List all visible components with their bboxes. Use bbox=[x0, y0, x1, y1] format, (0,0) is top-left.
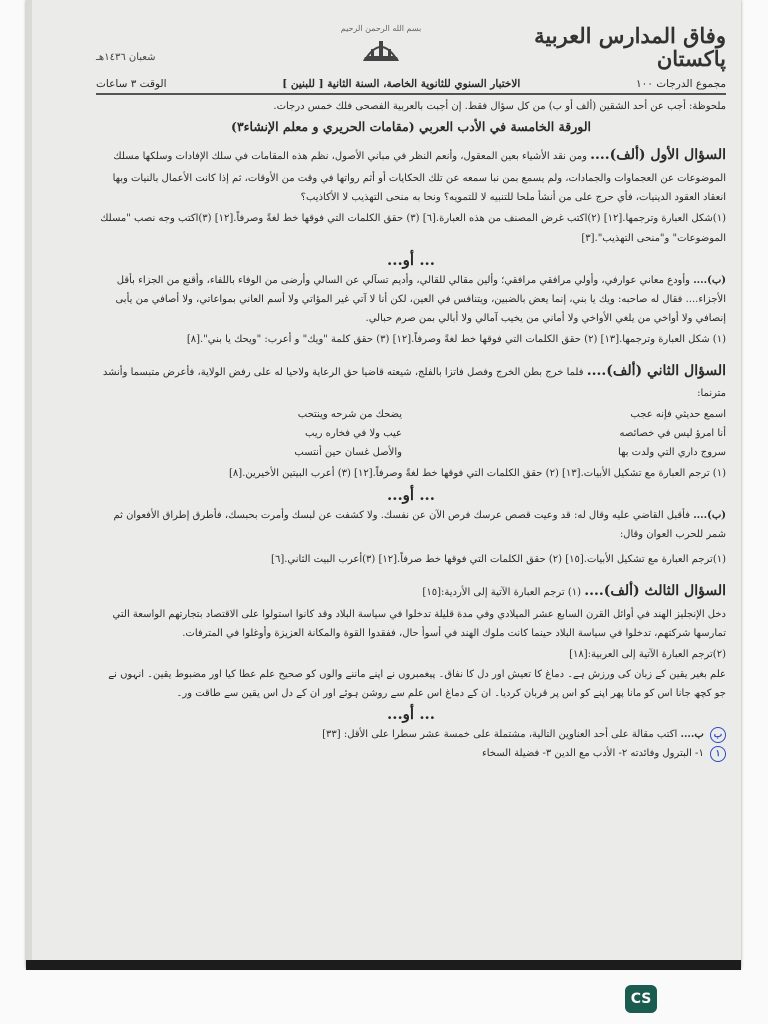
header-date: شعبان ١٤٣٦هـ bbox=[96, 52, 156, 63]
question-3-text: دخل الإنجليز الهند في أوائل القرن السابع عشر الميلادي وفي مدة قليلة تدخلوا في سياسة البلاد وقد كانوا استولوا على الاقتصاد بتجارتهم الواسعة التي تمارسها شركتهم، تدخلوا في سياسة البلاد حينما كانت ملوك الهند في أسوأ حال، ففقدوا القوة والمكانة العزيزة وأوغلوا في المترفات. bbox=[112, 608, 726, 639]
question-3 bbox=[96, 578, 726, 605]
question-1-text: ومن نقد الأشياء بعين المعقول، وأنعم النظر في مباني الأصول، نظم هذه المقامات في سلك الإفادات وسلكها مسلك الموضوعات عن العجماوات والجمادات، ولم يسمع بمن نبا سمعه عن تلك الحكايات أو أثم رواتها في وقت من الأوقات، ثم إذا كانت الأعمال بالنيات وبها انعقاد العقود الدينيات، فأي حرج على من أنشأ ملحا للتنبيه لا للتمويه؟ ونحا به منحى التهذيب لا الأكاذيب؟ bbox=[112, 151, 726, 203]
circled-mark-icon: ب bbox=[710, 727, 726, 743]
question-3-task2: (٢)ترجم العبارة الآتية إلى العربية:[١٨] bbox=[569, 648, 726, 660]
question-1 bbox=[96, 142, 726, 207]
verse: والأصل غسان حين أنتسب bbox=[294, 447, 402, 459]
exam-info-row bbox=[96, 78, 726, 95]
exam-content bbox=[96, 24, 726, 763]
question-3b-label: ب.... bbox=[680, 728, 704, 740]
question-2-or: ... أو... bbox=[387, 486, 435, 505]
paper-edge bbox=[26, 0, 32, 968]
question-2b-text: فأقبل القاضي عليه وقال له: قد وعيت قصص عرسك فرص الآن عن نفسك. ولا كشفت عن لبسك وأمرت بحبسك، فأطرق إطراق الأفعوان ثم شمر للحرب العوان وقال: bbox=[113, 510, 726, 541]
org-name: وفاق المدارس العربية پاکستان bbox=[534, 23, 726, 72]
question-2b bbox=[96, 506, 726, 544]
question-1b-label: (ب).... bbox=[693, 274, 726, 286]
verse: اسمع حديثي فإنه عجب bbox=[630, 409, 726, 421]
question-1b bbox=[96, 271, 726, 328]
circled-mark-icon: ١ bbox=[710, 746, 726, 762]
question-2b-tasks: (١)ترجم العبارة مع تشكيل الأبيات.[١٥] (٢) حقق الكلمات التي فوقها خط صرفاً.[١٢] (٣)أعرب البيت الثاني.[٦] bbox=[271, 554, 726, 566]
question-3b-text: اكتب مقالة على أحد العناوين التالية، مشتملة على خمسة عشر سطرا على الأقل: [٣٣] bbox=[322, 728, 678, 740]
question-2-text: فلما خرج بطن الخرج وفصل فاتزا بالفلج، شيعته قاضيا حق الرعاية ولاحيا له على رفض الولاية، فأعرض متبسما وأنشد مترنما: bbox=[102, 366, 726, 400]
emblem-icon bbox=[321, 35, 441, 69]
exam-note: ملحوظة: أجب عن أحد الشقين (ألف أو ب) من كل سؤال فقط. إن أجبت بالعربية الفصحى فلك خمس درجات. bbox=[273, 101, 726, 112]
paper-title: الورقة الخامسة في الأدب العربي (مقامات الحريري و معلم الإنشاء٣) bbox=[231, 119, 591, 134]
ornate-basmala: بسم الله الرحمن الرحيم bbox=[340, 24, 422, 33]
question-3-or: ... أو... bbox=[387, 704, 435, 723]
question-3-title: السؤال الثالث (ألف).... bbox=[584, 583, 726, 600]
scan-bottom-strip bbox=[26, 960, 741, 970]
header-center bbox=[321, 24, 441, 69]
verse: يضحك من شرحه وينتحب bbox=[297, 409, 402, 421]
question-2b-label: (ب).... bbox=[693, 510, 726, 522]
camscanner-logo: CS bbox=[625, 985, 657, 1013]
question-1-tasks: (١)شكل العبارة وترجمها.[١٢] (٢)اكتب غرض المصنف من هذه العبارة.[٦] (٣) حقق الكلمات التي فوقها خط لغةً وصرفاً.[١٢] (٣)اكتب وجه نصب "مسلك الموضوعات" و"منحى التهذيب".[٣] bbox=[100, 212, 726, 244]
question-1-or: ... أو... bbox=[387, 250, 435, 269]
verse: سروج داري التي ولدت بها bbox=[618, 447, 726, 459]
question-1b-text: وأودع معاني عوارفي، وأولي مرافقي مرافقي؛ وألين مقالي للقالي، وأديم تسآلي عن السالي وأرضى من الوفاء باللفاء، وأقنع من الجزاء بأقل الأجزاء.... فقال له صاحبه: ويك يا بني، إنما يعض بالضبين، ويتنافس في العين، لكن أنا لا آتي غير المؤاتي ولا أسم العاني بمواعاتي، ولا أصافي من يأبى إنصافي ولا أواخي من يلغي الأواخي ولا أماني من يخيب آمالي ولا أبالي بمن صرم حبالي. bbox=[115, 274, 726, 324]
question-1-title: السؤال الأول (ألف).... bbox=[590, 147, 726, 163]
question-2-verses bbox=[96, 405, 726, 462]
verse: أنا امرؤ ليس في خصائصه bbox=[619, 428, 726, 440]
question-3-urdu: علم بغیر یقین کے زبان کی ورزش ہے۔ دماغ کا تعیش اور دل کا نفاق۔ پیغمبروں نے اپنے ماننے والوں کو صحیح علم عطا کیا اور مضبوط یقین۔ انہوں نے جو کچھ جانا اس کو مانا پھر اپنے کو اس پر قربان کردیا۔ ان کے دماغ اس علم سے روشن ہوئے اور ان کے دل اس یقین سے طاقت ور۔ bbox=[108, 668, 726, 699]
exam-time: الوقت ٣ ساعات bbox=[96, 78, 167, 90]
question-2 bbox=[96, 358, 726, 404]
question-2-tasks: (١) ترجم العبارة مع تشكيل الأبيات.[١٣] (٢) حقق الكلمات التي فوقها خط لغةً وصرفاً.[١٢] (٣) أعرب البيتين الأخيرين.[٨] bbox=[229, 468, 726, 480]
verse: عيب ولا في فخاره ريب bbox=[305, 428, 402, 440]
exam-paper-sheet bbox=[26, 0, 741, 968]
header-row bbox=[96, 24, 726, 76]
question-2-title: السؤال الثاني (ألف).... bbox=[586, 362, 726, 379]
total-marks: مجموع الدرجات ١٠٠ bbox=[635, 78, 726, 90]
question-3-task1: (١) ترجم العبارة الآتية إلى الأردية:[١٥] bbox=[422, 587, 582, 599]
essay-topics bbox=[96, 744, 726, 763]
essay-topics-list: ١- البترول وفائدته ٢- الأدب مع الدين ٣- فضيلة السخاء bbox=[482, 747, 704, 759]
exam-title: الاختبار السنوي للثانوية الخاصة، السنة الثانية [ للبنين ] bbox=[282, 78, 521, 90]
question-3b bbox=[96, 725, 726, 744]
question-1b-tasks: (١) شكل العبارة وترجمها.[١٣] (٢) حقق الكلمات التي فوقها خط لغةً وصرفاً.[١٢] (٣) حقق كلمة "ويك" و أعرب: "ويحك يا بني".[٨] bbox=[186, 333, 726, 345]
